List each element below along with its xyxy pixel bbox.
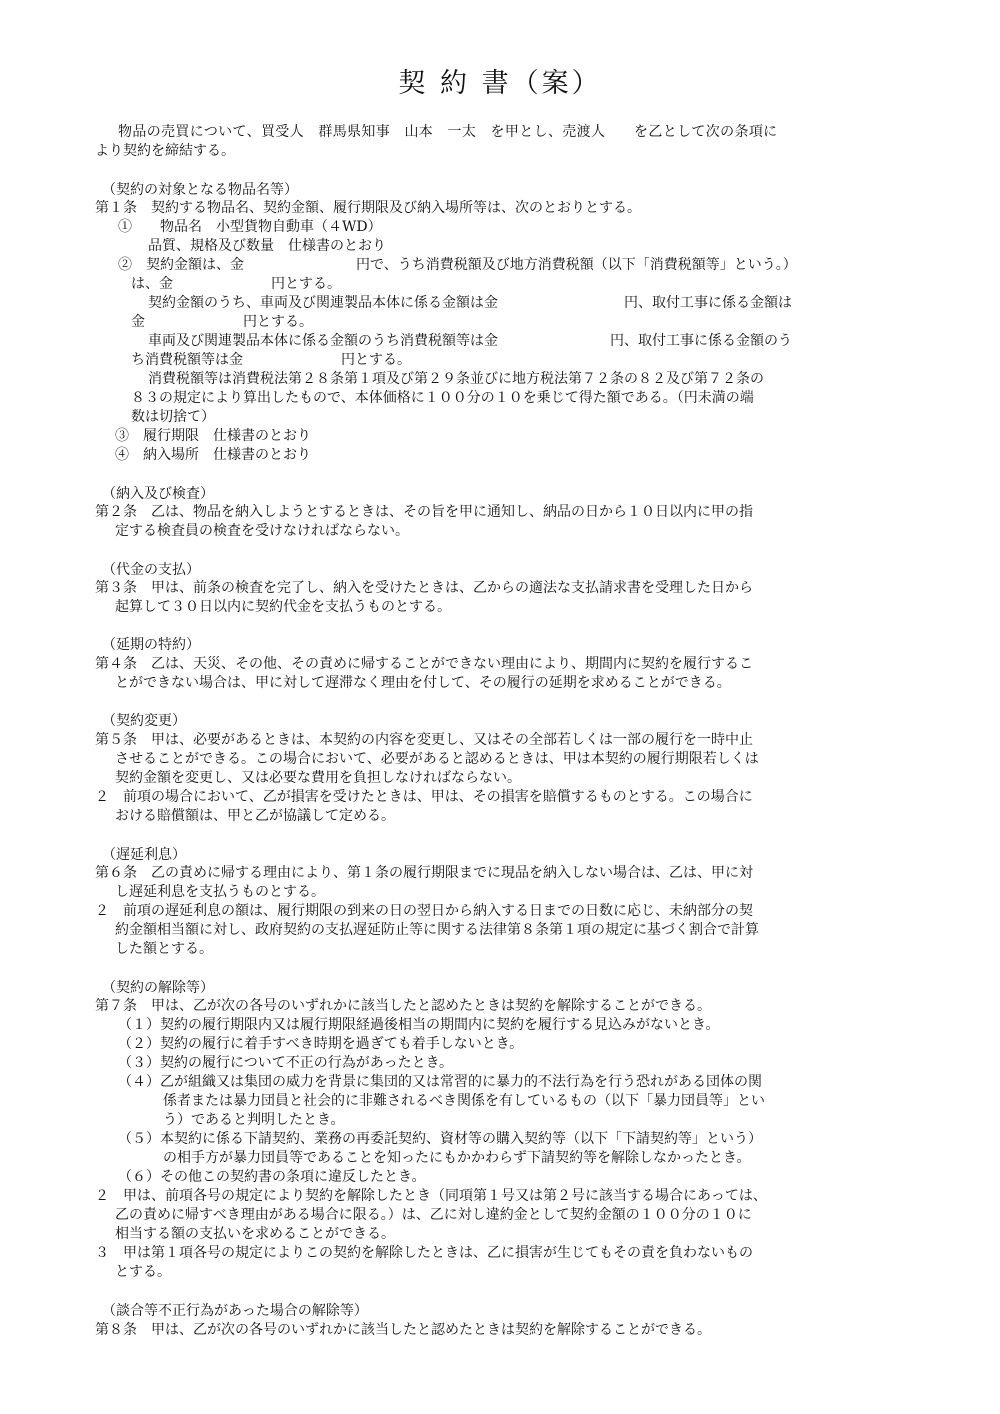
article-7-line: 乙の責めに帰すべき理由がある場合に限る。）は、乙に対し違約金として契約金額の１００分の１０に	[115, 1207, 752, 1223]
article-1-line: ② 契約金額は、金 円で、うち消費税額及び地方消費税額（以下「消費税額等」という。）	[118, 257, 797, 273]
article-1-heading: （契約の対象となる物品名等）	[102, 182, 298, 198]
article-7-line: ２ 甲は、前項各号の規定により契約を解除したとき（同項第１号又は第２号に該当する場合にあっては、	[95, 1188, 767, 1204]
article-1-line: ① 物品名 小型貨物自動車（４WD）	[118, 219, 382, 235]
article-1-line: ち消費税額等は金 円とする。	[131, 352, 411, 368]
article-7-heading: （契約の解除等）	[102, 980, 214, 996]
article-6-line: 第６条 乙の責めに帰する理由により、第１条の履行期限までに現品を納入しない場合は、乙は、甲に対	[95, 865, 753, 881]
article-1-line: 第１条 契約する物品名、契約金額、履行期限及び納入場所等は、次のとおりとする。	[95, 200, 641, 216]
article-3-line: 第３条 甲は、前条の検査を完了し、納入を受けたときは、乙からの適法な支払請求書を受理した日から	[95, 580, 753, 596]
article-7-line: （２）契約の履行に着手すべき時期を過ぎても着手しないとき。	[118, 1036, 524, 1052]
article-6-line: した額とする。	[115, 941, 213, 957]
article-6-line: し遅延利息を支払うものとする。	[115, 884, 325, 900]
article-8-line: 第８条 甲は、乙が次の各号のいずれかに該当したと認めたときは契約を解除することができる。	[95, 1322, 711, 1338]
article-5-line: 契約金額を変更し、又は必要な費用を負担しなければならない。	[115, 770, 521, 786]
article-3-heading: （代金の支払）	[102, 562, 200, 578]
article-5-line: 第５条 甲は、必要があるときは、本契約の内容を変更し、又はその全部若しくは一部の履行を一時中止	[95, 732, 753, 748]
article-7-line: （１）契約の履行期限内又は履行期限経過後相当の期間内に契約を履行する見込みがないとき。	[118, 1017, 720, 1033]
article-5-line: ２ 前項の場合において、乙が損害を受けたときは、甲は、その損害を賠償するものとする。この場合に	[95, 789, 753, 805]
intro-line: 物品の売買について、買受人 群馬県知事 山本 一太 を甲とし、売渡人 を乙として次の条項に	[118, 124, 778, 140]
article-7-line: （６）その他この契約書の条項に違反したとき。	[118, 1169, 426, 1185]
article-4-line: とができない場合は、甲に対して遅滞なく理由を付して、その履行の延期を求めることができる。	[115, 675, 731, 691]
article-1-line: ８３の規定により算出したもので、本体価格に１００分の１０を乗じて得た額である。（円未満の端	[131, 390, 754, 406]
article-1-line: ③ 履行期限 仕様書のとおり	[115, 428, 311, 444]
article-7-line: の相手方が暴力団員等であることを知ったにもかかわらず下請契約等を解除しなかったとき。	[163, 1150, 751, 1166]
article-7-line: （３）契約の履行について不正の行為があったとき。	[118, 1055, 454, 1071]
article-6-line: 約金額相当額に対し、政府契約の支払遅延防止等に関する法律第８条第１項の規定に基づく割合で計算	[115, 922, 759, 938]
article-7-line: （４）乙が組織又は集団の威力を背景に集団的又は常習的に暴力的不法行為を行う恐れがある団体の関	[118, 1074, 762, 1090]
article-7-line: 係者または暴力団員と社会的に非難されるべき関係を有しているもの（以下「暴力団員等」とい	[163, 1093, 765, 1109]
document-title: 契 約 書（案）	[398, 68, 602, 99]
article-1-line: 金 円とする。	[131, 314, 313, 330]
article-5-heading: （契約変更）	[102, 713, 186, 729]
article-7-line: 第７条 甲は、乙が次の各号のいずれかに該当したと認めたときは契約を解除することができる。	[95, 998, 711, 1014]
intro-line: より契約を締結する。	[95, 143, 235, 159]
article-2-heading: （納入及び検査）	[102, 486, 214, 502]
article-7-line: 相当する額の支払いを求めることができる。	[115, 1226, 395, 1242]
article-7-line: （５）本契約に係る下請契約、業務の再委託契約、資材等の購入契約等（以下「下請契約等」という）	[118, 1131, 762, 1147]
article-1-line: 消費税額等は消費税法第２８条第１項及び第２９条並びに地方税法第７２条の８２及び第７２条の	[148, 371, 764, 387]
article-1-line: 品質、規格及び数量 仕様書のとおり	[148, 238, 386, 254]
article-1-line: は、金 円とする。	[131, 276, 341, 292]
article-5-line: おける賠償額は、甲と乙が協議して定める。	[115, 808, 395, 824]
article-8-heading: （談合等不正行為があった場合の解除等）	[102, 1303, 368, 1319]
article-1-line: 契約金額のうち、車両及び関連製品本体に係る金額は金 円、取付工事に係る金額は	[148, 295, 792, 311]
article-1-line: 車両及び関連製品本体に係る金額のうち消費税額等は金 円、取付工事に係る金額のう	[148, 333, 792, 349]
article-5-line: させることができる。この場合において、必要があると認めるときは、甲は本契約の履行期限若しくは	[115, 751, 759, 767]
article-1-line: ④ 納入場所 仕様書のとおり	[115, 447, 311, 463]
article-6-heading: （遅延利息）	[102, 847, 186, 863]
article-2-line: 定する検査員の検査を受けなければならない。	[115, 523, 409, 539]
article-4-heading: （延期の特約）	[102, 637, 200, 653]
article-7-line: う）であると判明したとき。	[163, 1112, 345, 1128]
article-4-line: 第４条 乙は、天災、その他、その責めに帰することができない理由により、期間内に契約を履行するこ	[95, 656, 753, 672]
article-7-line: とする。	[115, 1264, 171, 1280]
article-6-line: ２ 前項の遅延利息の額は、履行期限の到来の日の翌日から納入する日までの日数に応じ、未納部分の契	[95, 903, 753, 919]
article-3-line: 起算して３０日以内に契約代金を支払うものとする。	[115, 599, 451, 615]
article-1-line: 数は切捨て）	[131, 409, 215, 425]
article-7-line: ３ 甲は第１項各号の規定によりこの契約を解除したときは、乙に損害が生じてもその責を負わないもの	[95, 1245, 753, 1261]
article-2-line: 第２条 乙は、物品を納入しようとするときは、その旨を甲に通知し、納品の日から１０日以内に甲の指	[95, 504, 753, 520]
